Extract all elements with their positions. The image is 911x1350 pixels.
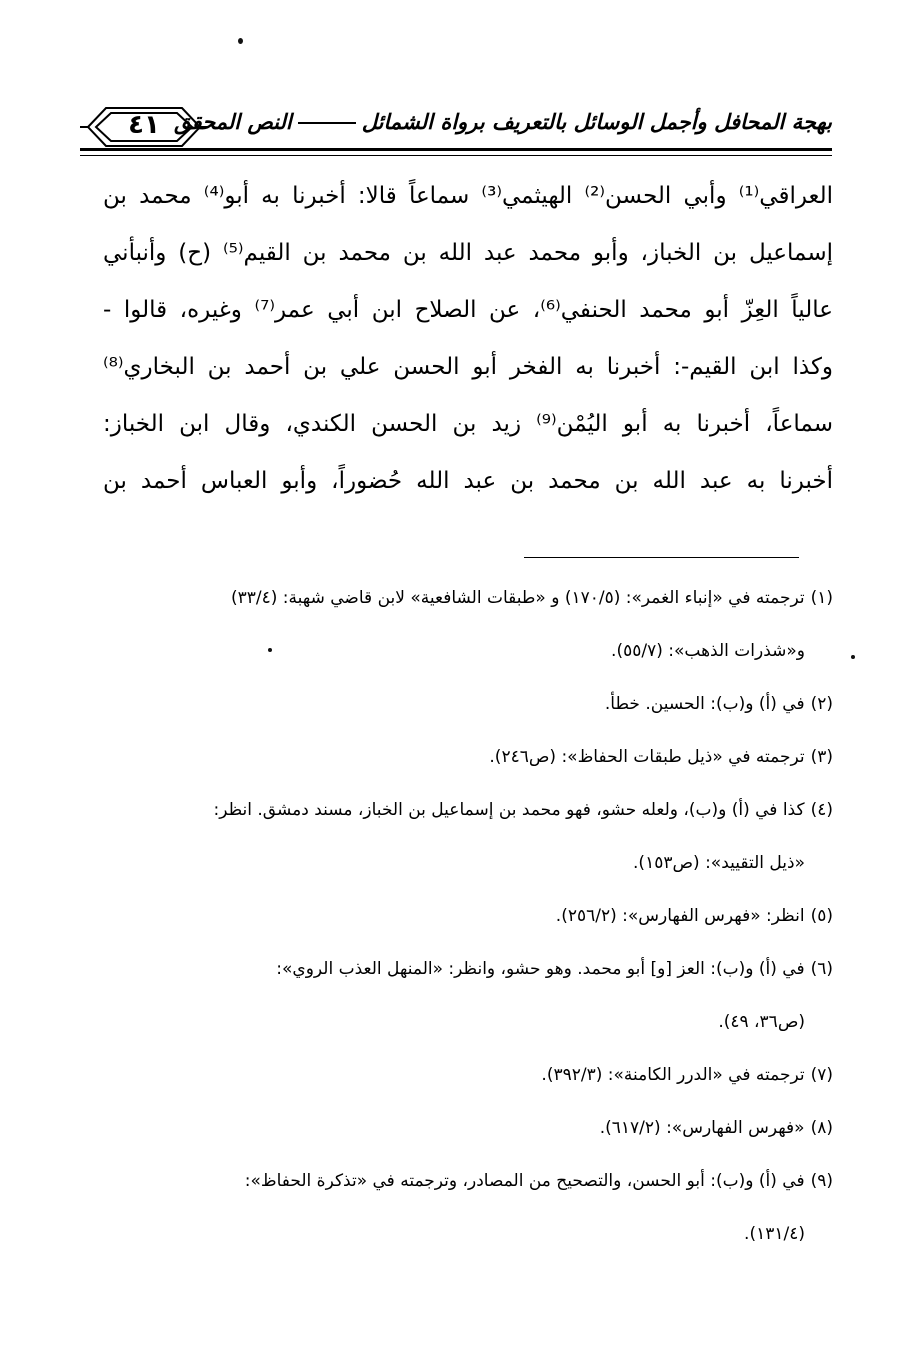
footnote-text: (١٣١/٤). xyxy=(744,1224,805,1244)
footnote-3 xyxy=(103,735,833,788)
stray-dot-right xyxy=(851,655,855,659)
running-title xyxy=(174,110,832,134)
footnote-text: في (أ) و(ب): الحسين. خطأ. xyxy=(604,694,805,714)
footnote-8 xyxy=(103,1106,833,1159)
footnote-4 xyxy=(103,788,833,841)
footnote-number: (٣) xyxy=(810,747,833,767)
main-text-line: سماعاً، أخبرنا به أبو اليُمْن⁽⁹⁾ زيد بن الحسن الكندي، وقال ابن الخباز: xyxy=(103,411,833,437)
footnote-text: ترجمته في «الدرر الكامنة»: (٣٩٢/٣). xyxy=(541,1065,805,1085)
main-text xyxy=(103,168,833,510)
footnote-number: (٩) xyxy=(810,1171,833,1191)
footnote-separator xyxy=(524,557,799,558)
footnote-text: ترجمته في «ذيل طبقات الحفاظ»: (ص٢٤٦). xyxy=(489,747,805,767)
header-rule xyxy=(80,148,832,156)
footnote-text: في (أ) و(ب): العز [و] أبو محمد. وهو حشو، وانظر: «المنهل العذب الروي»: xyxy=(276,959,805,979)
footnote-text: في (أ) و(ب): أبو الحسن، والتصحيح من المصادر، وترجمته في «تذكرة الحفاظ»: xyxy=(244,1171,805,1191)
footnote-text: كذا في (أ) و(ب)، ولعله حشو، فهو محمد بن إسماعيل بن الخباز، مسند دمشق. انظر: xyxy=(213,800,805,820)
page-number: ٤١ xyxy=(128,110,160,140)
footnote-number: (٤) xyxy=(810,800,833,820)
footnote-number: (٦) xyxy=(810,959,833,979)
footnote-text: انظر: «فهرس الفهارس»: (٢٥٦/٢). xyxy=(555,906,805,926)
main-text-line: أخبرنا به عبد الله بن محمد بن عبد الله حُضوراً، وأبو العباس أحمد بن xyxy=(103,468,833,494)
running-title-section: النص المحقق xyxy=(174,110,292,134)
footnote-1 xyxy=(103,576,833,629)
footnote-text: (ص٣٦، ٤٩). xyxy=(718,1012,805,1032)
footnote-6 xyxy=(103,947,833,1000)
footnote-5 xyxy=(103,894,833,947)
main-text-line: إسماعيل بن الخباز، وأبو محمد عبد الله بن محمد بن القيم⁽⁵⁾ (ح) وأنبأني xyxy=(103,240,833,266)
footnote-number: (١) xyxy=(810,588,833,608)
footnote-4-continued xyxy=(103,841,833,894)
footnote-number: (٧) xyxy=(810,1065,833,1085)
page-header xyxy=(80,96,832,156)
footnote-number: (٥) xyxy=(810,906,833,926)
main-text-line: العراقي⁽¹⁾ وأبي الحسن⁽²⁾ الهيثمي⁽³⁾ سماعاً قالا: أخبرنا به أبو⁽⁴⁾ محمد بن xyxy=(103,183,834,209)
footnote-9-continued xyxy=(103,1212,833,1265)
footnote-text: و«شذرات الذهب»: (٥٥/٧). xyxy=(611,641,805,661)
footnote-text: «ذيل التقييد»: (ص١٥٣). xyxy=(633,853,805,873)
footnote-text: ترجمته في «إنباء الغمر»: (١٧٠/٥) و «طبقات الشافعية» لابن قاضي شهبة: (٣٣/٤) xyxy=(231,588,805,608)
footnote-text: «فهرس الفهارس»: (٦١٧/٢). xyxy=(599,1118,805,1138)
main-text-line: وكذا ابن القيم-: أخبرنا به الفخر أبو الحسن علي بن أحمد بن البخاري⁽⁸⁾ xyxy=(103,354,833,380)
title-dash xyxy=(298,122,356,124)
footnote-9 xyxy=(103,1159,833,1212)
footnote-number: (٨) xyxy=(810,1118,833,1138)
running-title-book: بهجة المحافل وأجمل الوسائل بالتعريف برواة الشمائل xyxy=(361,110,832,134)
footnote-2 xyxy=(103,682,833,735)
stray-dot-top xyxy=(238,38,243,44)
page-number-badge xyxy=(80,102,208,152)
footnote-number: (٢) xyxy=(810,694,833,714)
footnote-7 xyxy=(103,1053,833,1106)
footnote-1-continued xyxy=(103,629,833,682)
main-text-line: عالياً العِزّ أبو محمد الحنفي⁽⁶⁾، عن الصلاح ابن أبي عمر⁽⁷⁾ وغيره، قالوا - xyxy=(103,297,833,323)
footnote-6-continued xyxy=(103,1000,833,1053)
footnotes xyxy=(103,576,833,1265)
